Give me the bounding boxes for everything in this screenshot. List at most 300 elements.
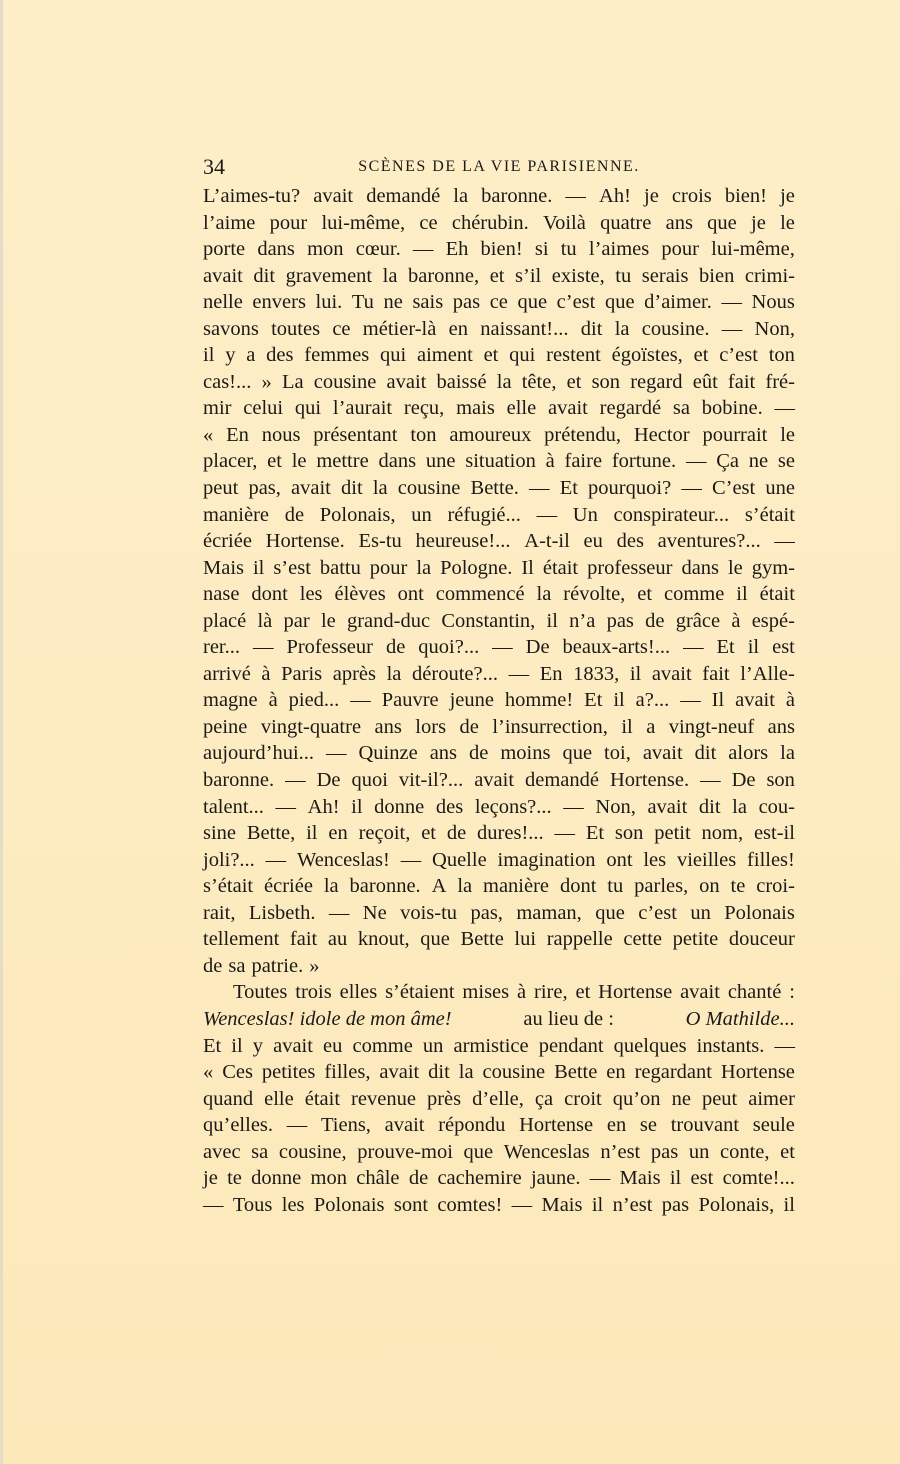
word: c’est — [638, 901, 677, 924]
word: tu — [607, 875, 624, 898]
word: aiment — [416, 344, 473, 367]
word: bien — [699, 264, 735, 287]
word: fré- — [765, 370, 795, 393]
word: nase — [203, 583, 240, 606]
word: baronne. — [349, 875, 421, 898]
word: ans — [665, 211, 693, 234]
word: faire — [564, 450, 603, 473]
word: » — [309, 954, 320, 977]
word: — — [685, 450, 707, 473]
word: qu’elles. — [203, 1114, 274, 1137]
word: répondu — [438, 1114, 506, 1137]
word: sais — [412, 291, 444, 314]
word: qui — [294, 397, 322, 420]
word: nous — [261, 423, 301, 446]
word: écriée — [203, 530, 252, 553]
word: la — [780, 742, 795, 765]
word: égoïstes, — [611, 344, 683, 367]
word: un — [690, 901, 711, 924]
word: vit-il?... — [398, 769, 464, 792]
word: Et — [584, 689, 603, 712]
word: sa — [672, 397, 690, 420]
word: « — [203, 423, 214, 446]
word: son — [766, 769, 795, 792]
word: cœur. — [355, 238, 401, 261]
word: s’étaient — [385, 981, 455, 1004]
word: avait — [474, 769, 515, 792]
word: imagination — [497, 848, 596, 871]
word: s’est — [273, 556, 311, 579]
word: avait — [203, 264, 243, 287]
word: au — [327, 928, 348, 951]
word: bien! — [724, 185, 767, 207]
word: cousine. — [641, 317, 710, 340]
word: — — [275, 795, 297, 818]
word: ne — [748, 450, 769, 473]
word: les — [299, 583, 323, 606]
text-line — [203, 979, 795, 1006]
word: Un — [572, 503, 598, 526]
word: pas, — [248, 477, 281, 500]
word: seule — [752, 1114, 795, 1137]
word: conspirateur... — [613, 503, 730, 526]
word: la — [496, 370, 512, 393]
word: n’a — [569, 609, 596, 632]
word: donne — [251, 1167, 302, 1190]
word: était — [759, 583, 795, 606]
word: — — [492, 636, 513, 659]
word: et — [489, 264, 505, 287]
word: et — [421, 822, 436, 845]
word: de — [385, 636, 406, 659]
word: avait — [273, 1034, 313, 1057]
word: d’aimer. — [644, 291, 712, 314]
word: quoi — [351, 769, 388, 792]
word: n’est — [612, 1193, 653, 1216]
word: ton — [410, 423, 437, 446]
word: grâce — [675, 609, 721, 632]
song-line — [203, 1006, 795, 1033]
word: rire, — [534, 981, 568, 1004]
text-line — [203, 289, 795, 316]
word: — — [285, 769, 306, 792]
word: la — [386, 662, 402, 685]
word: ont — [606, 848, 633, 871]
word: il — [231, 1034, 243, 1057]
word: vingt-quatre — [260, 715, 362, 738]
word: parles, — [634, 875, 689, 898]
word: patrie. — [251, 954, 304, 977]
word: Voilà — [542, 211, 586, 234]
word: à — [731, 609, 741, 632]
word: envers — [252, 291, 306, 314]
word: alors — [728, 742, 769, 765]
text-line — [203, 740, 795, 767]
word: ne — [383, 291, 403, 314]
word: — — [529, 477, 550, 500]
word: Non, — [595, 795, 636, 818]
word: dans — [378, 450, 417, 473]
word: heureuse!... — [415, 530, 511, 553]
word: espé- — [751, 609, 795, 632]
word: pour — [369, 556, 408, 579]
word: avait — [291, 477, 331, 500]
word: naissant!... — [480, 317, 569, 340]
word: situation — [465, 450, 536, 473]
word: pourrait — [702, 423, 768, 446]
word: il — [621, 715, 633, 738]
text-line — [203, 236, 795, 263]
word: que — [595, 901, 625, 924]
text-line — [203, 661, 795, 688]
word: une — [765, 477, 795, 500]
word: je — [751, 211, 766, 234]
word: vieilles — [676, 848, 737, 871]
word: Wenceslas — [503, 1140, 590, 1163]
word: on — [699, 875, 720, 898]
word: rappelle — [546, 928, 613, 951]
word: avait — [642, 742, 683, 765]
word: » — [261, 370, 272, 393]
word: comme — [663, 583, 725, 606]
word: l’aurait — [332, 397, 393, 420]
word: avait — [386, 370, 427, 393]
word: Professeur — [286, 636, 373, 659]
word: que — [604, 291, 635, 314]
word: de — [408, 1167, 429, 1190]
word: — — [203, 1193, 224, 1216]
word: qui — [509, 344, 536, 367]
word: aujourd’hui... — [203, 742, 315, 765]
word: : — [789, 981, 795, 1004]
word: commencé — [435, 583, 525, 606]
word: avait — [735, 689, 775, 712]
word: prétendu, — [544, 423, 622, 446]
word: fortune. — [611, 450, 677, 473]
word: baissé — [436, 370, 487, 393]
word: dont — [251, 583, 288, 606]
word: et — [575, 981, 591, 1004]
text-line — [203, 926, 795, 953]
text-line — [203, 502, 795, 529]
word: que — [420, 928, 450, 951]
text-line — [203, 1059, 795, 1086]
word: son — [591, 370, 621, 393]
word: Hector — [633, 423, 690, 446]
word: serais — [641, 264, 689, 287]
word: rait, — [203, 901, 236, 924]
word: dont — [559, 875, 597, 898]
word: elles — [339, 981, 378, 1004]
word: cousine, — [278, 1140, 347, 1163]
word: crois — [671, 185, 712, 207]
word: lors — [415, 715, 447, 738]
word: de — [446, 822, 467, 845]
word: lui — [514, 928, 537, 951]
word: quelques — [613, 1034, 687, 1057]
word: battu — [319, 556, 361, 579]
word: 1833, — [573, 662, 620, 685]
word: un — [688, 1140, 710, 1163]
word: pourquoi? — [588, 477, 672, 500]
word: magne — [203, 689, 258, 712]
word: des — [435, 795, 464, 818]
word: que — [463, 1140, 494, 1163]
word: filles! — [747, 848, 795, 871]
word: filles, — [324, 1061, 371, 1084]
word: Polonais, — [319, 503, 396, 526]
word: Hortense. — [609, 769, 690, 792]
word: tu — [615, 264, 632, 287]
word: Et — [716, 636, 735, 659]
word: des — [616, 530, 644, 553]
word: professeur — [587, 556, 673, 579]
word: dans — [681, 556, 720, 579]
word: — — [700, 769, 721, 792]
word: je — [780, 185, 795, 207]
word: cou- — [758, 795, 795, 818]
word: Ne — [362, 901, 387, 924]
page-number: 34 — [203, 154, 225, 179]
word: ne — [671, 1087, 691, 1110]
word: Quelle — [432, 848, 487, 871]
word: dit — [580, 317, 603, 340]
word: avait — [647, 795, 688, 818]
word: de — [645, 609, 665, 632]
word: la — [372, 477, 388, 500]
word: aventures?... — [657, 530, 761, 553]
word: De — [731, 769, 756, 792]
word: Et — [585, 822, 605, 845]
word: qui — [379, 344, 407, 367]
word: — — [252, 636, 274, 659]
word: — — [511, 1193, 533, 1216]
word: Tu — [351, 291, 374, 314]
word: Bette — [460, 928, 504, 951]
word: pour — [661, 238, 699, 261]
word: En — [539, 662, 563, 685]
word: — — [681, 477, 702, 500]
word: peine — [203, 715, 248, 738]
word: y — [252, 1034, 264, 1057]
word: Hortense — [598, 981, 673, 1004]
word: placer, — [203, 450, 258, 473]
text-line — [203, 714, 795, 741]
word: lui. — [315, 291, 343, 314]
word: s’était — [744, 503, 795, 526]
word: le — [291, 450, 307, 473]
word: Tiens, — [320, 1114, 371, 1137]
word: A — [431, 875, 447, 898]
word: d’elle, — [472, 1087, 524, 1110]
word: pour — [269, 211, 308, 234]
word: Toutes — [233, 981, 288, 1004]
word: porte — [203, 238, 246, 261]
word: Lisbeth. — [248, 901, 316, 924]
word: restent — [546, 344, 601, 367]
word: elle — [264, 1087, 294, 1110]
word: l’insurrection, — [492, 715, 608, 738]
word: « — [203, 1061, 214, 1084]
word: ont — [397, 583, 424, 606]
word: Il — [711, 689, 725, 712]
word: et — [566, 370, 582, 393]
text-line — [203, 1086, 795, 1113]
word: petites — [261, 1061, 316, 1084]
word: Mais — [203, 556, 244, 579]
text-line — [203, 475, 795, 502]
word: dures!... — [477, 822, 544, 845]
word: sa — [251, 1140, 269, 1163]
word: cousine — [397, 477, 461, 500]
word: bien! — [480, 238, 523, 261]
word: beaux-arts!... — [562, 636, 671, 659]
word: regardant — [634, 1061, 712, 1084]
word: croit — [564, 1087, 602, 1110]
word: après — [332, 662, 376, 685]
word: Mais — [619, 1167, 661, 1190]
word: l’Alle- — [740, 662, 795, 685]
word: Mais — [541, 1193, 583, 1216]
word: ton — [768, 344, 795, 367]
text-line — [203, 794, 795, 821]
text-line — [203, 687, 795, 714]
word: écriée — [264, 875, 313, 898]
word: le — [780, 211, 795, 234]
word: reçu, — [403, 397, 445, 420]
word: que — [517, 291, 548, 314]
word: fait — [702, 662, 730, 685]
text-line — [203, 1139, 795, 1166]
word: Ces — [222, 1061, 253, 1084]
word: — — [326, 742, 347, 765]
paragraph-1 — [203, 183, 795, 979]
word: De — [316, 769, 341, 792]
word: celui — [243, 397, 284, 420]
word: — — [680, 689, 701, 712]
word: manière — [203, 503, 270, 526]
word: mir — [203, 397, 232, 420]
text-line — [203, 422, 795, 449]
word: elle — [506, 397, 537, 420]
word: avait — [680, 981, 720, 1004]
word: près — [426, 1087, 462, 1110]
word: Non, — [754, 317, 795, 340]
word: petit — [654, 822, 691, 845]
word: comtes! — [437, 1193, 503, 1216]
word: peut — [203, 477, 239, 500]
word: à — [517, 981, 527, 1004]
word: quoi?... — [418, 636, 480, 659]
text-line — [203, 820, 795, 847]
word: ça — [534, 1087, 554, 1110]
word: pas, — [470, 901, 503, 924]
word: ce — [489, 291, 508, 314]
word: à — [545, 450, 555, 473]
word: Pologne. — [440, 556, 513, 579]
text-line — [203, 183, 795, 210]
text-line — [203, 369, 795, 396]
song-title-italic: Wenceslas! idole de mon âme! — [203, 1007, 452, 1030]
word: — — [508, 662, 530, 685]
word: Bette. — [470, 477, 519, 500]
word: — — [265, 848, 287, 871]
word: eût — [692, 370, 718, 393]
word: le — [320, 609, 336, 632]
word: il — [351, 795, 363, 818]
word: cousine — [313, 370, 377, 393]
word: avait — [548, 397, 588, 420]
word: de — [284, 503, 305, 526]
word: — — [774, 1034, 795, 1057]
word: était — [304, 1087, 341, 1110]
word: je — [203, 1167, 218, 1190]
text-line — [203, 581, 795, 608]
word: femmes — [304, 344, 370, 367]
word: cachemire — [437, 1167, 522, 1190]
word: a — [646, 715, 656, 738]
word: et — [483, 344, 499, 367]
word: talent... — [203, 795, 264, 818]
word: comte!... — [722, 1167, 795, 1190]
word: comme — [352, 1034, 413, 1057]
word: bobine. — [701, 397, 763, 420]
word: de — [469, 742, 489, 765]
word: lui-même, — [711, 238, 795, 261]
word: la — [453, 185, 469, 207]
word: déroute?... — [412, 662, 498, 685]
word: la — [382, 264, 398, 287]
word: tête, — [521, 370, 557, 393]
word: vois-tu — [400, 901, 458, 924]
word: est — [772, 636, 795, 659]
word: existe, — [551, 264, 605, 287]
text-line — [203, 263, 795, 290]
word: Tous — [232, 1193, 273, 1216]
word: peut — [701, 1087, 738, 1110]
word: pas — [650, 1140, 679, 1163]
word: conte, — [719, 1140, 770, 1163]
word: mon — [310, 1167, 347, 1190]
word: il — [252, 556, 265, 579]
word: à — [268, 689, 278, 712]
word: il — [203, 344, 215, 367]
word: la — [732, 795, 747, 818]
word: avec — [203, 1140, 241, 1163]
word: se — [639, 1114, 657, 1137]
word: — — [412, 238, 434, 261]
word: réfugié... — [447, 503, 521, 526]
word: — — [589, 1167, 611, 1190]
word: quatre — [600, 211, 652, 234]
word: révolte, — [563, 583, 626, 606]
word: il — [629, 662, 642, 685]
word: donne — [374, 795, 425, 818]
word: c’est — [719, 344, 758, 367]
text-line — [203, 1112, 795, 1139]
text-line — [203, 873, 795, 900]
word: — — [286, 1114, 308, 1137]
word: — — [563, 795, 584, 818]
word: pendant — [538, 1034, 604, 1057]
word: gym- — [751, 556, 795, 579]
word: grand-duc — [346, 609, 431, 632]
word: dit — [698, 795, 721, 818]
word: cette — [623, 928, 663, 951]
word: dit — [694, 742, 717, 765]
word: — — [328, 901, 350, 924]
word: instants. — [696, 1034, 765, 1057]
